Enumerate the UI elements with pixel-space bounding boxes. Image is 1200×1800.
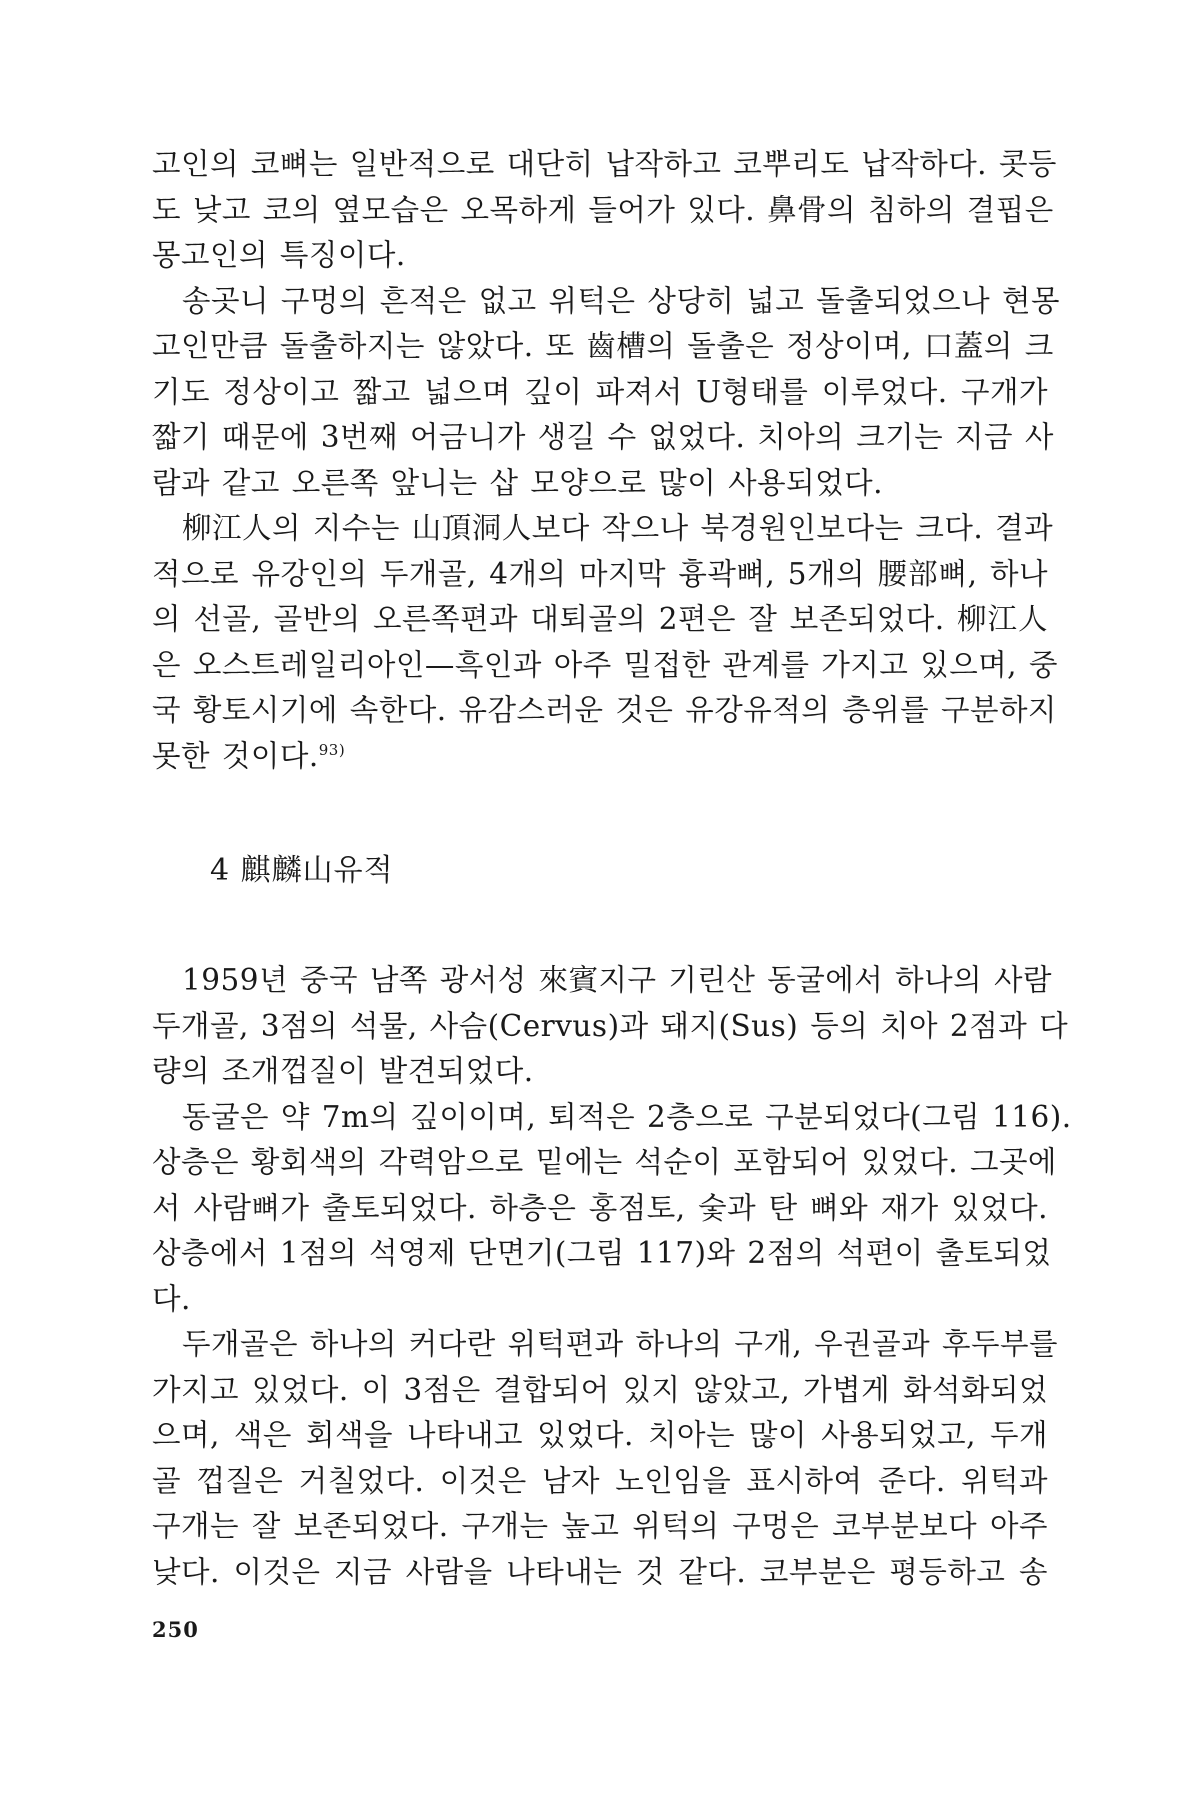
text-line: 람과 같고 오른쪽 앞니는 삽 모양으로 많이 사용되었다.	[152, 465, 883, 500]
footnote-marker: 93)	[318, 740, 346, 759]
text-line: 서 사람뼈가 출토되었다. 하층은 홍점토, 숯과 탄 뼈와 재가 있었다.	[152, 1190, 1048, 1225]
text-line: 기도 정상이고 짧고 넓으며 깊이 파져서 U형태를 이루었다. 구개가	[152, 374, 1048, 409]
text-line: 두개골은 하나의 커다란 위턱편과 하나의 구개, 우권골과 후두부를	[182, 1327, 1058, 1361]
paragraph-discovery	[152, 958, 1069, 1095]
body-text-top	[152, 142, 1060, 779]
text-line: 짧기 때문에 3번째 어금니가 생길 수 없었다. 치아의 크기는 지금 사	[152, 420, 1054, 454]
text-line: 몽고인의 특징이다.	[152, 238, 406, 272]
text-line: 골 껍질은 거칠었다. 이것은 남자 노인임을 표시하여 준다. 위턱과	[152, 1463, 1048, 1498]
text-line: 두개골, 3점의 석물, 사슴(Cervus)과 돼지(Sus) 등의 치아 2점과 다	[152, 1008, 1069, 1043]
text-line: 상층에서 1점의 석영제 단면기(그림 117)와 2점의 석편이 출토되었	[152, 1236, 1052, 1270]
text-line-content: 못한 것이다.	[152, 738, 319, 773]
text-line: 동굴은 약 7m의 깊이이며, 퇴적은 2층으로 구분되었다(그림 116).	[182, 1099, 1072, 1134]
text-line	[152, 734, 1048, 780]
text-line: 도 낮고 코의 옆모습은 오목하게 들어가 있다. 鼻骨의 침하의 결핍은	[152, 192, 1054, 227]
text-line: 송곳니 구멍의 흔적은 없고 위턱은 상당히 넓고 돌출되었으나 현몽	[182, 283, 1060, 318]
paragraph-cave-layers	[152, 1095, 1072, 1323]
text-line: 고인만큼 돌출하지는 않았다. 또 齒槽의 돌출은 정상이며, 口蓋의 크	[152, 329, 1054, 363]
body-text-bottom	[152, 958, 1072, 1595]
text-line: 고인의 코뼈는 일반적으로 대단히 납작하고 코뿌리도 납작하다. 콧등	[152, 147, 1057, 181]
text-line: 구개는 잘 보존되었다. 구개는 높고 위턱의 구멍은 코부분보다 아주	[152, 1509, 1048, 1543]
text-line: 다.	[152, 1281, 191, 1316]
text-line: 적으로 유강인의 두개골, 4개의 마지막 흉곽뼈, 5개의 腰部뼈, 하나	[152, 556, 1048, 591]
text-line: 1959년 중국 남쪽 광서성 來賓지구 기린산 동굴에서 하나의 사람	[182, 963, 1053, 997]
paragraph-skull-description	[152, 1322, 1058, 1595]
text-line: 은 오스트레일리아인—흑인과 아주 밀접한 관계를 가지고 있으며, 중	[152, 647, 1058, 682]
paragraph-liujiang-man	[152, 506, 1058, 779]
text-line: 국 황토시기에 속한다. 유감스러운 것은 유강유적의 층위를 구분하지	[152, 693, 1057, 727]
text-line: 낮다. 이것은 지금 사람을 나타내는 것 같다. 코부분은 평등하고 송	[152, 1554, 1048, 1589]
paragraph-canine-fossa	[152, 279, 1060, 507]
text-line: 柳江人의 지수는 山頂洞人보다 작으나 북경원인보다는 크다. 결과	[182, 511, 1054, 545]
section-heading: 4 麒麟山유적	[210, 853, 394, 888]
page-number: 250	[152, 1617, 199, 1642]
paragraph-nose-bone	[152, 142, 1057, 279]
text-line: 상층은 황회색의 각력암으로 밑에는 석순이 포함되어 있었다. 그곳에	[152, 1145, 1057, 1179]
text-line: 가지고 있었다. 이 3점은 결합되어 있지 않았고, 가볍게 화석화되었	[152, 1372, 1048, 1407]
text-line: 으며, 색은 회색을 나타내고 있었다. 치아는 많이 사용되었고, 두개	[152, 1418, 1048, 1452]
text-line: 의 선골, 골반의 오른쪽편과 대퇴골의 2편은 잘 보존되었다. 柳江人	[152, 602, 1048, 636]
text-line: 량의 조개껍질이 발견되었다.	[152, 1054, 534, 1088]
